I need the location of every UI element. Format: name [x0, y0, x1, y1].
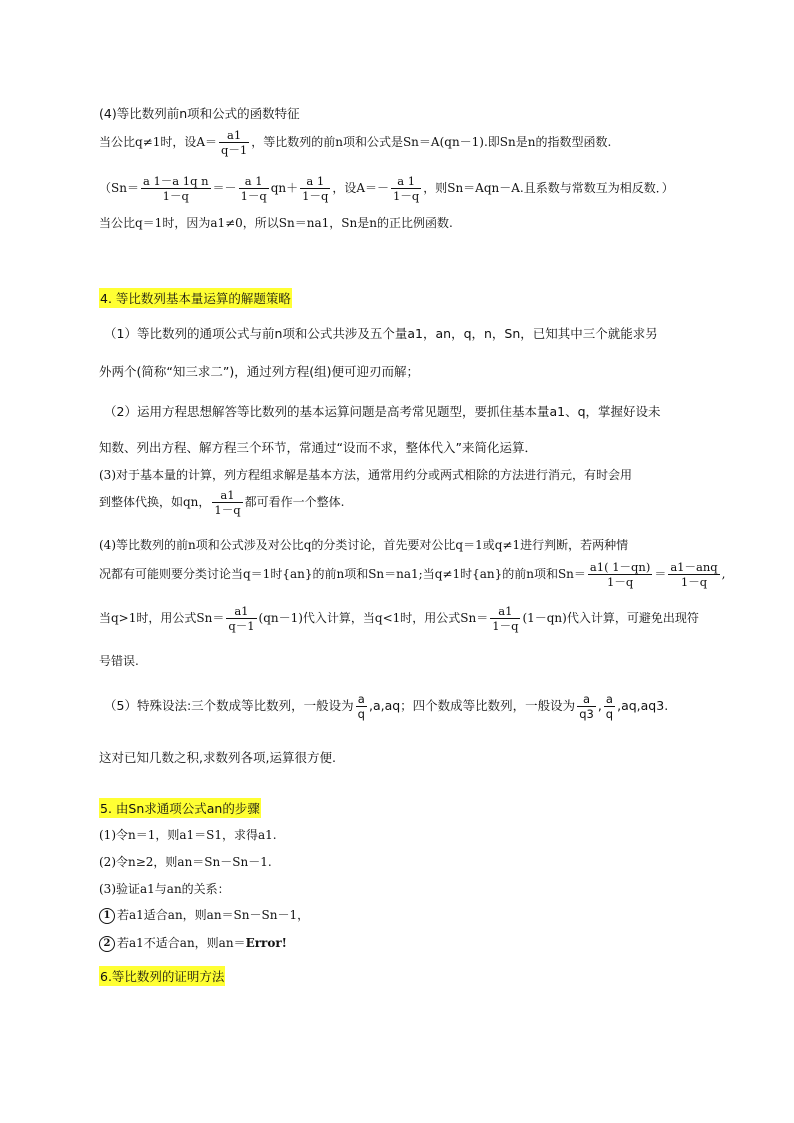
paragraph-1-line-a: （1）等比数列的通项公式与前n项和公式共涉及五个量a1，an，q，n，Sn，已知其中三个就能求另	[104, 326, 658, 341]
text: 若a1不适合an，则an＝	[117, 936, 246, 950]
section-heading-4: 4. 等比数列基本量运算的解题策略	[99, 288, 292, 308]
denominator: 1－q	[302, 189, 329, 203]
numerator: a 1－a 1q n	[142, 174, 209, 188]
case-2	[99, 934, 287, 952]
fraction	[490, 604, 520, 633]
denominator: q－1	[228, 619, 255, 633]
text: （Sn＝	[99, 181, 139, 195]
paragraph-3-line-a: (3)对于基本量的计算，列方程组求解是基本方法，通常用约分或两式相除的方法进行消元，有时会用	[99, 468, 633, 482]
text: （5）特殊设法:三个数成等比数列，一般设为	[104, 698, 354, 713]
text: (1－qn)代入计算，可避免出现符	[522, 611, 699, 625]
numerator: a1－anq	[670, 560, 718, 574]
paragraph-4-line-d: 号错误.	[99, 654, 139, 668]
denominator: q3	[579, 707, 594, 721]
denominator: 1－q	[214, 503, 241, 517]
numerator: a 1	[300, 174, 330, 189]
fraction	[391, 174, 421, 203]
fraction	[668, 560, 719, 589]
text: 况都有可能则要分类讨论当q＝1时{an}的前n项和Sn＝na1;当q≠1时{an}的前n项和Sn＝	[99, 567, 586, 581]
paragraph-5	[104, 692, 668, 721]
text: 当公比q≠1时，设A＝	[99, 135, 218, 149]
numerator: a	[577, 692, 596, 707]
numerator: a1	[212, 488, 242, 503]
fraction	[212, 488, 242, 517]
circled-number-icon: 1	[99, 908, 115, 924]
denominator: q	[605, 707, 614, 721]
numerator: a1( 1－qn)	[589, 560, 651, 574]
case-1	[99, 906, 309, 924]
fraction	[226, 604, 256, 633]
step-3: (3)验证a1与an的关系：	[99, 882, 230, 896]
numerator: a1	[219, 128, 249, 143]
error-text: Error!	[245, 936, 287, 950]
text: ，等比数列的前n项和公式是Sn＝A(qn－1).即Sn是n的指数型函数.	[251, 135, 612, 149]
formula-line-3: 当公比q＝1时，因为a1≠0，所以Sn＝na1，Sn是n的正比例函数.	[99, 216, 453, 230]
numerator: a1	[226, 604, 256, 619]
numerator: a1	[490, 604, 520, 619]
fraction	[604, 692, 615, 721]
text: 都可看作一个整体.	[244, 495, 345, 509]
formula-line-1	[99, 128, 611, 157]
text: qn＋	[270, 181, 299, 195]
text: 当q>1时，用公式Sn＝	[99, 611, 225, 625]
numerator: a 1	[239, 174, 269, 189]
paragraph-3-line-b	[99, 488, 344, 517]
text: ,a,aq；四个数成等比数列，一般设为	[368, 698, 576, 713]
numerator: a 1	[391, 174, 421, 189]
fraction	[577, 692, 596, 721]
paragraph-2-line-a: （2）运用方程思想解答等比数列的基本运算问题是高考常见题型，要抓住基本量a1、q，掌握好设未	[104, 404, 661, 419]
text: ，设A＝－	[332, 181, 390, 195]
fraction	[141, 174, 211, 203]
text: ,	[721, 567, 726, 581]
numerator: a	[356, 692, 367, 707]
text: ,aq,aq3.	[617, 698, 669, 713]
paragraph-2-line-b: 知数、列出方程、解方程三个环节，常通过“设而不求，整体代入”来简化运算．	[99, 440, 537, 455]
text: ＝	[654, 567, 667, 581]
step-1: (1)令n＝1，则a1＝S1，求得a1.	[99, 828, 277, 842]
text: ＝－	[212, 181, 237, 195]
fraction	[588, 560, 652, 589]
fraction	[219, 128, 249, 157]
paragraph-6: 这对已知几数之积,求数列各项,运算很方便.	[99, 750, 336, 765]
section-heading-6: 6.等比数列的证明方法	[99, 966, 225, 986]
text: ,	[597, 698, 602, 713]
denominator: 1－q	[680, 575, 708, 589]
text: 若a1适合an，则an＝Sn－Sn－1，	[117, 908, 310, 922]
denominator: q－1	[221, 143, 248, 157]
formula-line-2	[99, 174, 674, 203]
paragraph-4-line-b	[99, 560, 725, 589]
paragraph-4-line-c	[99, 604, 699, 633]
text: ，则Sn＝Aqn－A.且系数与常数互为相反数．）	[423, 181, 674, 195]
denominator: 1－q	[607, 575, 634, 589]
text: 到整体代换，如qn，	[99, 495, 211, 509]
circled-number-icon: 2	[99, 936, 115, 952]
paragraph-4-line-a: (4)等比数列的前n项和公式涉及对公比q的分类讨论，首先要对公比q＝1或q≠1进行判断，若两种情	[99, 538, 629, 552]
denominator: q	[357, 707, 365, 721]
fraction	[239, 174, 269, 203]
subsection-heading: (4)等比数列前n项和公式的函数特征	[99, 106, 300, 121]
denominator: 1－q	[393, 189, 420, 203]
paragraph-1-line-b: 外两个(简称“知三求二”)，通过列方程(组)便可迎刃而解；	[99, 364, 419, 379]
denominator: 1－q	[240, 189, 267, 203]
fraction	[356, 692, 367, 721]
step-2: (2)令n≥2，则an＝Sn－Sn－1.	[99, 855, 272, 869]
fraction	[300, 174, 330, 203]
denominator: 1－q	[492, 619, 519, 633]
section-heading-5: 5. 由Sn求通项公式an的步骤	[99, 798, 261, 818]
numerator: a	[604, 692, 615, 707]
text: (qn－1)代入计算，当q<1时，用公式Sn＝	[258, 611, 489, 625]
denominator: 1－q	[162, 189, 189, 203]
